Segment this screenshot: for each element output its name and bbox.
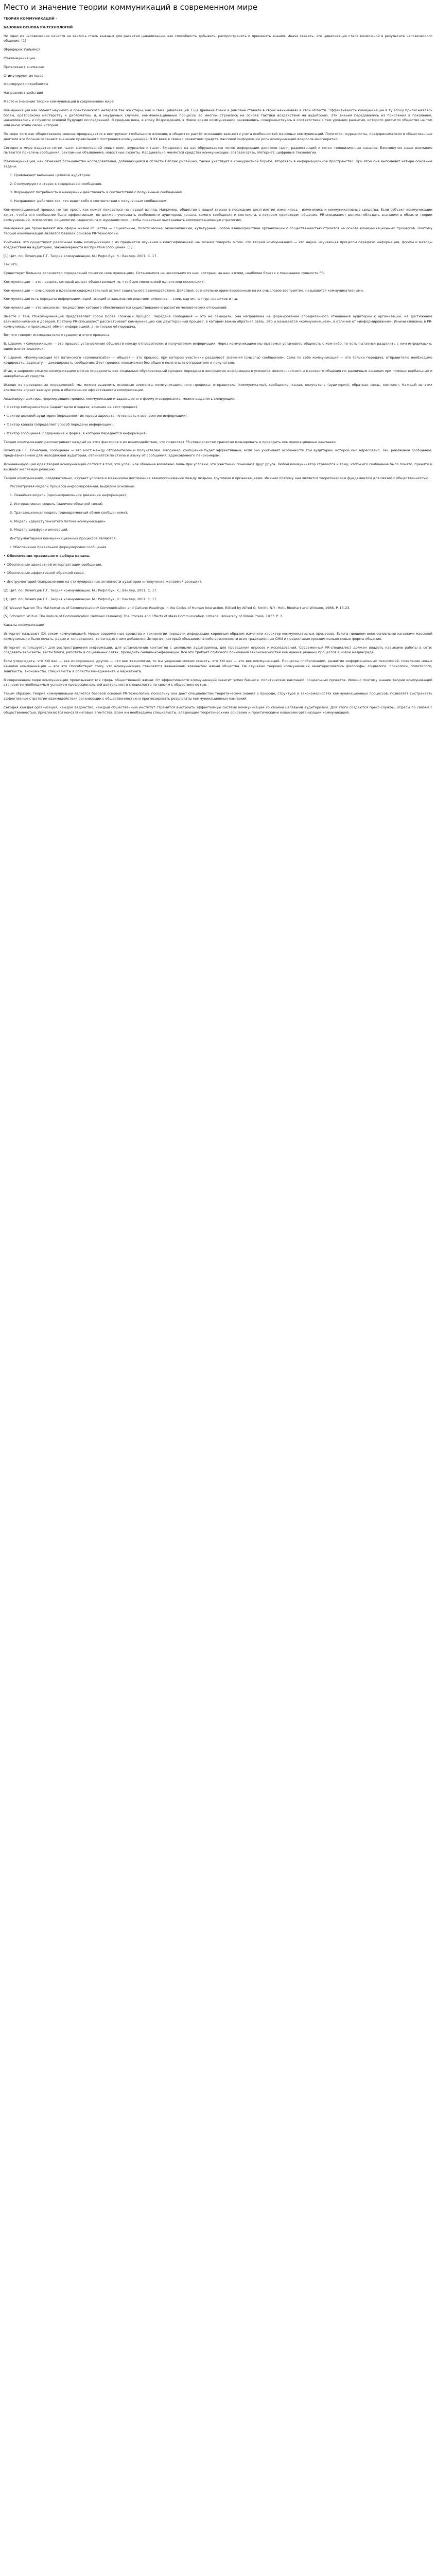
- paragraph: Стимулируют интерес: [4, 73, 43, 78]
- paragraph: БАЗОВАЯ ОСНОВА PR-ТЕХНОЛОГИЙ: [4, 25, 73, 29]
- paragraph: • Обеспечение эффективной обратной связи.: [4, 571, 85, 575]
- paragraph: Направляют действия: [4, 91, 43, 95]
- paragraph: Коммуникация есть передача информации, идей, эмоций и навыков посредством символов — слов, картин, фигур, графиков и т.д.: [4, 297, 238, 301]
- paragraph: Интернет используется для распространения информации, для установления контактов с целевыми аудиториями, для проведения опросов и исследований. Современный PR-специалист должен владеть навыками работы в сети: создавать веб-сайты, вести блоги, работать в социальных сетях, проводить онлайн-конференции. Все это требует глубокого понимания закономерностей коммуникационных процессов в новой медиасреде.: [4, 645, 432, 655]
- paragraph: 1. Линейная модель (однонаправленное движение информации).: [10, 493, 127, 498]
- paragraph: В современном мире коммуникации пронизывают все сферы общественной жизни. От эффективности коммуникаций зависит успех бизнеса, политических кампаний, социальных проектов. Именно поэтому знание теории коммуникаций становится необходимым условием профессиональной деятельности специалиста по связям с общественностью.: [4, 677, 432, 687]
- paragraph: По мере того как общественное мнение превращается в инструмент глобального влияния, в общество растёт осознание важности учета особенностей массовых коммуникаций. Политики, журналисты, предприниматели и общественные деятели все больше осознают значение правильного построения коммуникаций. В XX веке в связи с развитием средств массовой информации роль коммуникаций возросла многократно.: [4, 131, 432, 141]
- paragraph: 2. Интерактивная модель (наличие обратной связи).: [10, 502, 103, 506]
- paragraph: Исходя из приведенных определений, мы можем выделить основные элементы коммуникационного процесса: отправитель (коммуникатор), сообщение, канал, получатель (аудитория), обратная связь, контекст. Каждый из этих элементов играет важную роль в обеспечении эффективности коммуникации.: [4, 383, 432, 392]
- paragraph: [2] Цит. по: Почепцов Г.Г. Теория коммуникации. М.: Рефл-бук; К.: Ваклер, 2001. С. 17.: [4, 588, 158, 592]
- paragraph: Сегодня в мире издается сотни тысяч наименований новых книг, журналов и газет. Ежедневно на нас обрушивается поток информации десятков тысяч радиостанций и сотен телевизионных каналов. Ежеминутно наше внимание пытаются привлечь сообщения, рекламные объявления, новостные сюжеты. Кардинально меняются средства коммуникации: сотовая связь, Интернет, цифровые технологии.: [4, 145, 432, 155]
- paragraph: Существует большое количество определений понятия «коммуникация». Остановимся на нескольких из них, которые, на наш взгляд, наиболее близки к пониманию сущности PR.: [4, 271, 325, 276]
- paragraph: Сегодня каждая организация, каждое ведомство, каждый общественный институт стремится выстроить эффективную систему коммуникаций со своими целевыми аудиториями. Для этого создаются пресс-службы, отделы по связям с общественностью, привлекаются консалтинговые агентства. Всем им необходимы специалисты, владеющие теоретическими основами и практическими навыками организации коммуникаций.: [4, 705, 432, 715]
- paragraph: • Фактор коммуникатора (задает цели и задачи, влияние на этот процесс).: [4, 405, 138, 410]
- paragraph: Коммуникации пронизывают все сферы жизни общества — социальные, политические, экономические, культурные. Любое взаимодействие организации с общественностью строится на основе коммуникационных процессов. Поэтому теория коммуникаций является базовой основой PR-технологий.: [4, 226, 432, 236]
- page-title: Место и значение теории коммуникаций в современном мире: [4, 3, 258, 12]
- paragraph: Так что:: [4, 262, 18, 267]
- paragraph: • Обеспечение адекватной интерпретации сообщения.: [4, 562, 102, 567]
- paragraph: • Обеспечение правильного выбора канала.: [4, 553, 90, 558]
- paragraph: Теория коммуникации, следовательно, изучает условия и механизмы достижения взаимопонимания между людьми, группами и организациями. Именно поэтому она является теоретическим фундаментом для связей с общественностью.: [4, 476, 430, 480]
- paragraph: В. Шрамм: «Коммуникация — это процесс установления общности между отправителем и получателем информации. Через коммуникацию мы пытаемся установить общность с кем-либо, то есть пытаемся разделить с ним информацию, идею или отношение».: [4, 342, 432, 351]
- paragraph: Привлекают внимание: [4, 64, 44, 69]
- paragraph: • Инструментарий (направленное на стимулирование активности аудитории и получение желаемой реакции).: [4, 580, 202, 584]
- paragraph: PR-коммуникации: [4, 56, 36, 60]
- paragraph: Анализируя факторы, формирующие процесс коммуникации и задающие его форму и содержание, можно выделить следующие:: [4, 396, 236, 401]
- paragraph: Коммуникация — это процесс, который делает общественным то, что было монополией одного или нескольких.: [4, 279, 205, 284]
- article-page: [0, 2, 436, 715]
- paragraph: Коммуникация — это механизм, посредством которого обеспечивается существование и развитие человеческих отношений.: [4, 306, 228, 310]
- paragraph: (Фредерик Уильямс): [4, 47, 40, 52]
- paragraph: Коммуникация — смысловой и идеально-содержательный аспект социального взаимодействия. Действия, сознательно ориентированные на их смысловое восприятие, называются коммуникативными.: [4, 288, 364, 293]
- paragraph: • Обеспечение правильной формулировки сообщения.: [10, 545, 108, 549]
- paragraph: [1] Цит. по: Почепцов Г.Г. Теория коммуникации. М.: Рефл-бук; К.: Ваклер, 2001. С. 17.: [4, 253, 158, 258]
- paragraph: 3. Формируют потребность в намерении действовать в соответствии с полученным сообщением.: [10, 190, 184, 195]
- paragraph: Учитывая, что существуют различные виды коммуникации с их предметом изучения и классификацией, мы можем говорить о том, что теория коммуникаций — это наука, изучающая процессы передачи информации, формы и методы воздействия на аудиторию, закономерности восприятия сообщений. [1]: [4, 240, 432, 249]
- paragraph: Инструментарием коммуникационных процессов являются:: [10, 536, 117, 541]
- paragraph: 5. Модель диффузии инноваций.: [10, 528, 68, 532]
- paragraph: Итак, в широком смысле коммуникацию можно определить как социально обусловленный процесс передачи и восприятия информации в условиях межличностного и массового общения по различным каналам при помощи вербальных и невербальных средств.: [4, 369, 432, 379]
- paragraph: Ни одно из человеческих качеств не явилось столь важным для развития цивилизации, как способность добывать, распространять и применять знания. Иначе сказать, что цивилизация стала возможной в результате человеческого общения. [1]: [4, 33, 432, 43]
- paragraph: Домининирующая идея теории коммуникаций состоит в том, что успешное общение возможно лишь при условии, что участники понимают друг друга. Любой коммуникатор стремится к тому, чтобы его сообщение было понято, принято и вызвало желаемую реакцию.: [4, 462, 432, 471]
- paragraph: • Фактор целевой аудитории (определяет интересы адресата, готовность к восприятию информации).: [4, 414, 188, 418]
- paragraph: Таким образом, теория коммуникации является базовой основой PR-технологий, поскольку она дает специалистам теоретические знания о природе, структуре и закономерностях коммуникационных процессов, позволяет выстраивать эффективные стратегии взаимодействия организации с общественностью и прогнозировать результаты коммуникационных кампаний.: [4, 691, 432, 701]
- paragraph: PR-коммуникация, как отмечает большинство исследователей, добивающаяся в области Паблик рилейшнз, также участвует в конкурентной борьбе, вторгаясь в информационное пространство. При этом она выполняет четыре основные задачи:: [4, 159, 432, 168]
- paragraph: Коммуникации как объект научного и практического интереса так же стары, как и сама цивилизация. Еще древние греки и римляне ставили в своих начинаниях в этой области. Эффективность коммуникаций в ту эпоху приписывалась богам, ораторскому мастерству и дипломатии, и, в неудачных случаях, коммуникационные процессы во многом строились на основе тактики воздействия на аудиторию. Эти знания передавались из поколения в поколение, накапливались и служили основой будущих исследований. В средние века, в эпоху Возрождения, в Новое время коммуникации развивались, совершенствуясь в соответствии с тем уровнем развития, которого достигло общество на том или ином этапе своей истории.: [4, 108, 432, 128]
- paragraph: Место и значение теории коммуникаций в современном мире: [4, 99, 114, 104]
- paragraph: [5] Schramm Wilbur. The Nature of Communication Between Humans// The Process and Effects of Mass Communication. Urbana: University of Illinois Press, 1977. P. 3.: [4, 614, 283, 619]
- paragraph: • Фактор канала (определяет способ передачи информации).: [4, 422, 114, 427]
- paragraph: Вместе с тем, PR-коммуникация представляет собой более сложный процесс. Передача сообщения — это не самоцель; она направлена на формирование определенного отношения аудитории к организации, на достижение взаимопонимания и доверия. Поэтому PR-специалист рассматривает коммуникацию как двусторонний процесс, в котором важна обратная связь. Это и называется «коммуникацией», в отличие от «информирования». Иными словами, в PR-коммуникации происходит обмен информацией, а не только её передача.: [4, 314, 432, 329]
- paragraph: 1. Привлекают внимание целевой аудитории.: [10, 173, 92, 177]
- paragraph: ТЕОРИЯ КОММУНИКАЦИЙ -: [4, 16, 57, 21]
- paragraph: Рассматривая модели процесса информирования, выделим основные:: [10, 484, 135, 489]
- paragraph: Почепцов Г.Г. Почепцов, сообщение — это мост между отправителем и получателем. Например, сообщение будет эффективным, если оно учитывает особенности той аудитории, которой оно адресовано. Так, рекламное сообщение, предназначенное для молодёжной аудитории, отличается по стилю и языку от сообщения, адресованного пенсионерам.: [4, 448, 432, 458]
- paragraph: Теория коммуникации рассматривает каждый из этих факторов и их взаимодействие, что позволяет PR-специалистам грамотно планировать и проводить коммуникационные кампании.: [4, 439, 337, 444]
- article-body: [4, 16, 432, 715]
- paragraph: 4. Модель «двухступенчатого потока коммуникации».: [10, 519, 107, 523]
- paragraph: 2. Стимулируют интерес к содержанию сообщения.: [10, 181, 102, 186]
- paragraph: Если утверждать, что XXI век — век информации, другие — что век технологии, то мы уверенно можем сказать, что XXI век — это век коммуникаций. Процессы глобализации, развитие информационных технологий, появление новых каналов коммуникации — все это способствует тому, что коммуникации становятся важнейшим элементом жизни общества. Не случайно теорией коммуникаций заинтересовались философы, социологи, психологи, политологи, лингвисты, экономисты, специалисты в области менеджмента и маркетинга.: [4, 659, 432, 673]
- paragraph: Формируют потребности: [4, 82, 48, 87]
- paragraph: [4] Weaver Warren The Mathematics of Communication// Communication and Culture: Readings in the Codes of Human Interaction. Edited by Alfred G. Smith. N.Y.: Holt, Rinehart and Winston, 1966, P. 15-23.: [4, 605, 351, 610]
- paragraph: Интернет называют XXI веком коммуникаций. Новые современные средства и технологии передачи информации коренным образом изменили характер коммуникативных процессов. Если в прошлом веке основными каналами массовой коммуникации были печать, радио и телевидение, то сегодня к ним добавился Интернет, который объединил в себе возможности всех традиционных СМИ и предоставил принципиально новые формы общения.: [4, 631, 432, 641]
- paragraph: Каналы коммуникации: [4, 623, 44, 628]
- paragraph: Вот что говорят исследователи о сущности этого процесса.: [4, 333, 111, 337]
- paragraph: 3. Транзакционная модель (одновременный обмен сообщениями).: [10, 510, 128, 515]
- paragraph: У. Шрамм: «Коммуникация (от латинского «communicatio» — общее) — это процесс, при котором участники разделяют значения (смыслы) сообщения». Сама по себе коммуникация — это только передача, отправителю необходимо кодировать, адресату — декодировать сообщение. Этот процесс невозможен без общего поля опыта отправителя и получателя.: [4, 355, 432, 365]
- paragraph: • Фактор сообщения (содержание и форма, в которой передается информация).: [4, 431, 148, 435]
- paragraph: [3] Цит. по: Почепцов Г.Г. Теория коммуникации. М.: Рефл-бук; К.: Ваклер, 2001. С. 17.: [4, 597, 158, 601]
- paragraph: Коммуникационный процесс не так прост, как может показаться на первый взгляд. Например, общество в нашей стране в последние десятилетия изменилось - изменились и коммуникативные средства. Если субъект коммуникации хочет, чтобы его сообщение было эффективным, он должен учитывать особенности аудитории, канала, самого сообщения и контекста, в котором происходит общение. PR-специалист должен обладать знаниями в области теории коммуникаций, психологии, социологии, маркетинга и журналистики, чтобы правильно выстраивать коммуникационную стратегию.: [4, 207, 432, 222]
- paragraph: 4. Направляют действия тех, кто ведет себя в соответствии с полученным сообщением.: [10, 199, 168, 204]
